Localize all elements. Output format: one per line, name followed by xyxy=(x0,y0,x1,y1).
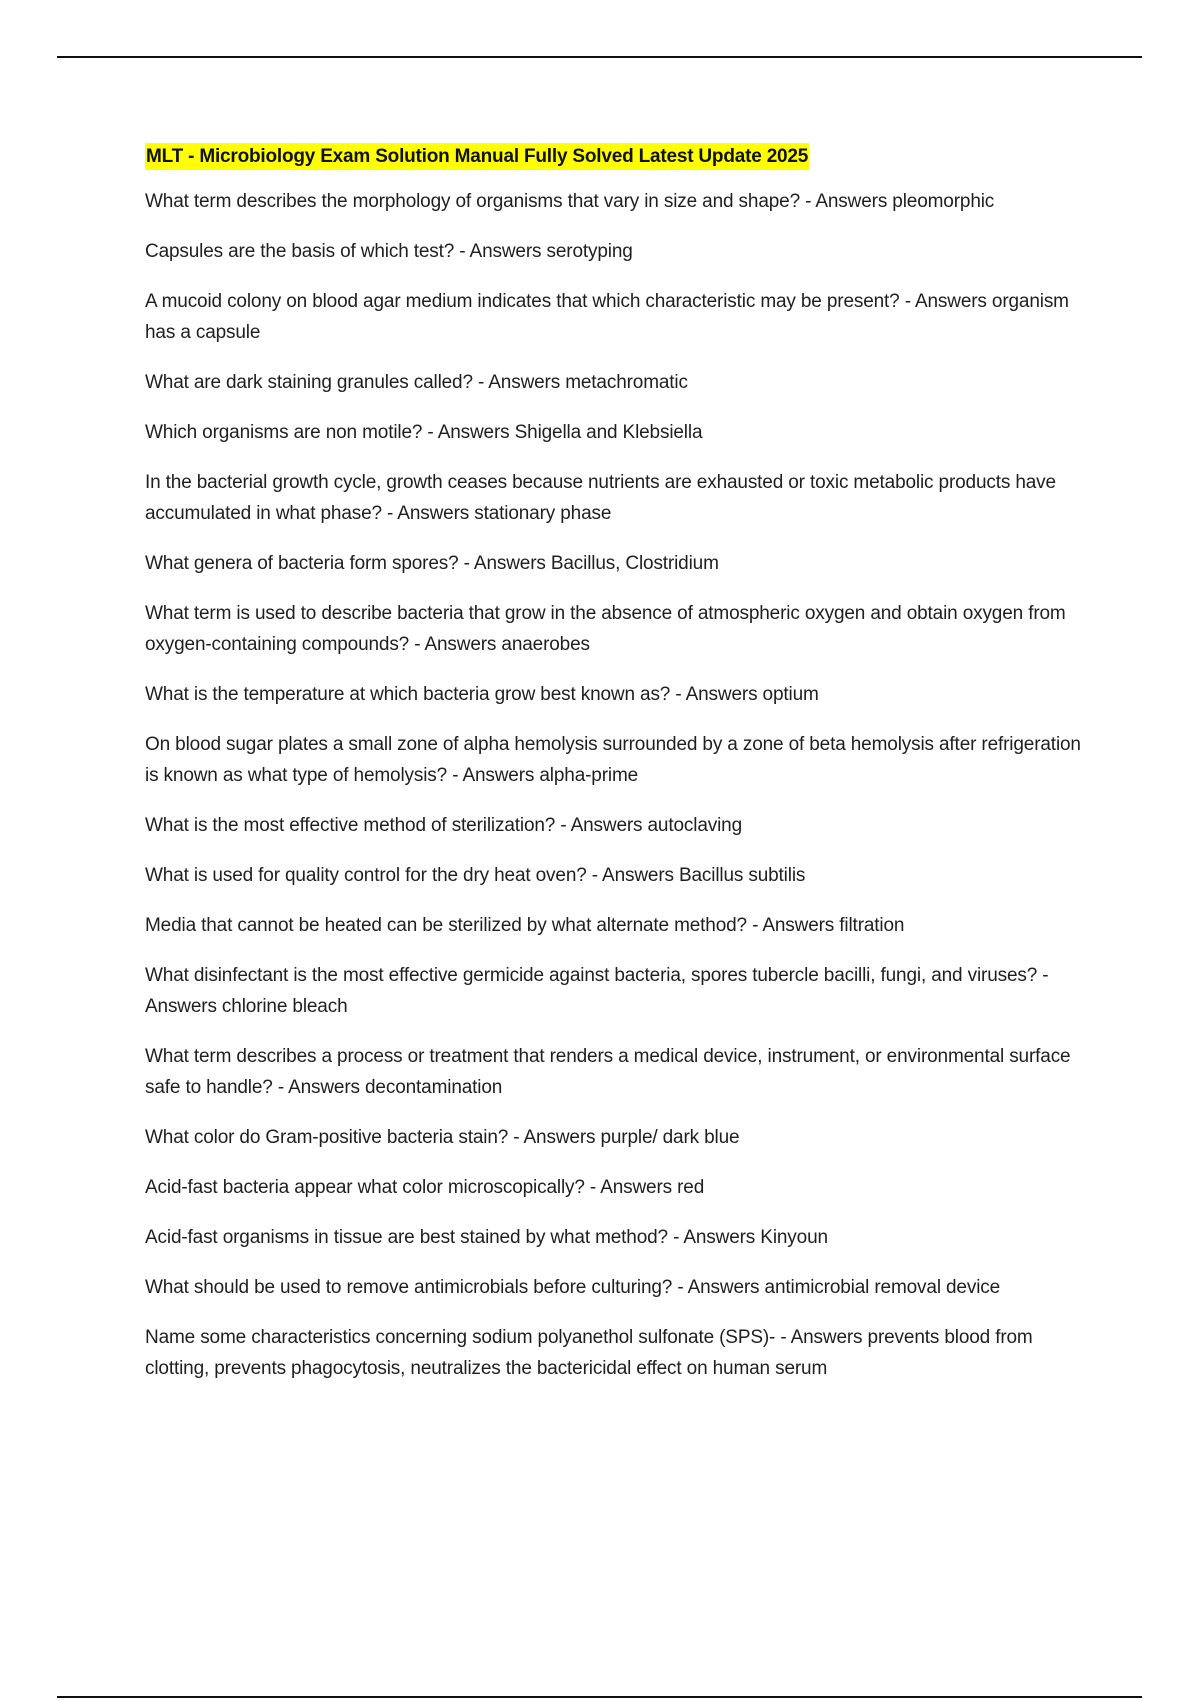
qa-item: Media that cannot be heated can be sterilized by what alternate method? - Answers filtration xyxy=(145,915,905,936)
qa-item: On blood sugar plates a small zone of alpha hemolysis surrounded by a zone of beta hemolysis after refrigeration is known as what type of hemolysis? - Answers alpha-prime xyxy=(145,734,1081,786)
qa-list xyxy=(145,186,1090,1384)
qa-item: What term describes a process or treatment that renders a medical device, instrument, or environmental surface safe to handle? - Answers decontamination xyxy=(145,1046,1071,1098)
qa-item: What are dark staining granules called? - Answers metachromatic xyxy=(145,372,688,393)
qa-item: What is the temperature at which bacteria grow best known as? - Answers optium xyxy=(145,684,819,705)
qa-item: Acid-fast bacteria appear what color microscopically? - Answers red xyxy=(145,1177,705,1198)
qa-item: What genera of bacteria form spores? - Answers Bacillus, Clostridium xyxy=(145,553,719,574)
document-body xyxy=(145,143,1090,1403)
qa-item: A mucoid colony on blood agar medium indicates that which characteristic may be present? - Answers organism has a capsule xyxy=(145,291,1069,343)
qa-item: What should be used to remove antimicrobials before culturing? - Answers antimicrobial removal device xyxy=(145,1277,1001,1298)
qa-item: Acid-fast organisms in tissue are best stained by what method? - Answers Kinyoun xyxy=(145,1227,828,1248)
qa-item: In the bacterial growth cycle, growth ceases because nutrients are exhausted or toxic metabolic products have accumulated in what phase? - Answers stationary phase xyxy=(145,472,1056,524)
qa-item: What is used for quality control for the dry heat oven? - Answers Bacillus subtilis xyxy=(145,865,806,886)
qa-item: What term is used to describe bacteria that grow in the absence of atmospheric oxygen and obtain oxygen from oxygen-containing compounds? - Answers anaerobes xyxy=(145,603,1066,655)
footer-rule xyxy=(57,1696,1142,1698)
qa-item: What color do Gram-positive bacteria stain? - Answers purple/ dark blue xyxy=(145,1127,740,1148)
document-title: MLT - Microbiology Exam Solution Manual Fully Solved Latest Update 2025 xyxy=(145,143,809,170)
qa-item: What term describes the morphology of organisms that vary in size and shape? - Answers pleomorphic xyxy=(145,191,995,212)
qa-item: Capsules are the basis of which test? - Answers serotyping xyxy=(145,241,633,262)
qa-item: What disinfectant is the most effective germicide against bacteria, spores tubercle bacilli, fungi, and viruses? - Answers chlorine bleach xyxy=(145,965,1049,1017)
header-rule xyxy=(57,56,1142,58)
qa-item: Name some characteristics concerning sodium polyanethol sulfonate (SPS)- - Answers prevents blood from clotting, prevents phagocytosis, neutralizes the bactericidal effect on human serum xyxy=(145,1327,1033,1379)
qa-item: What is the most effective method of sterilization? - Answers autoclaving xyxy=(145,815,742,836)
qa-item: Which organisms are non motile? - Answers Shigella and Klebsiella xyxy=(145,422,703,443)
